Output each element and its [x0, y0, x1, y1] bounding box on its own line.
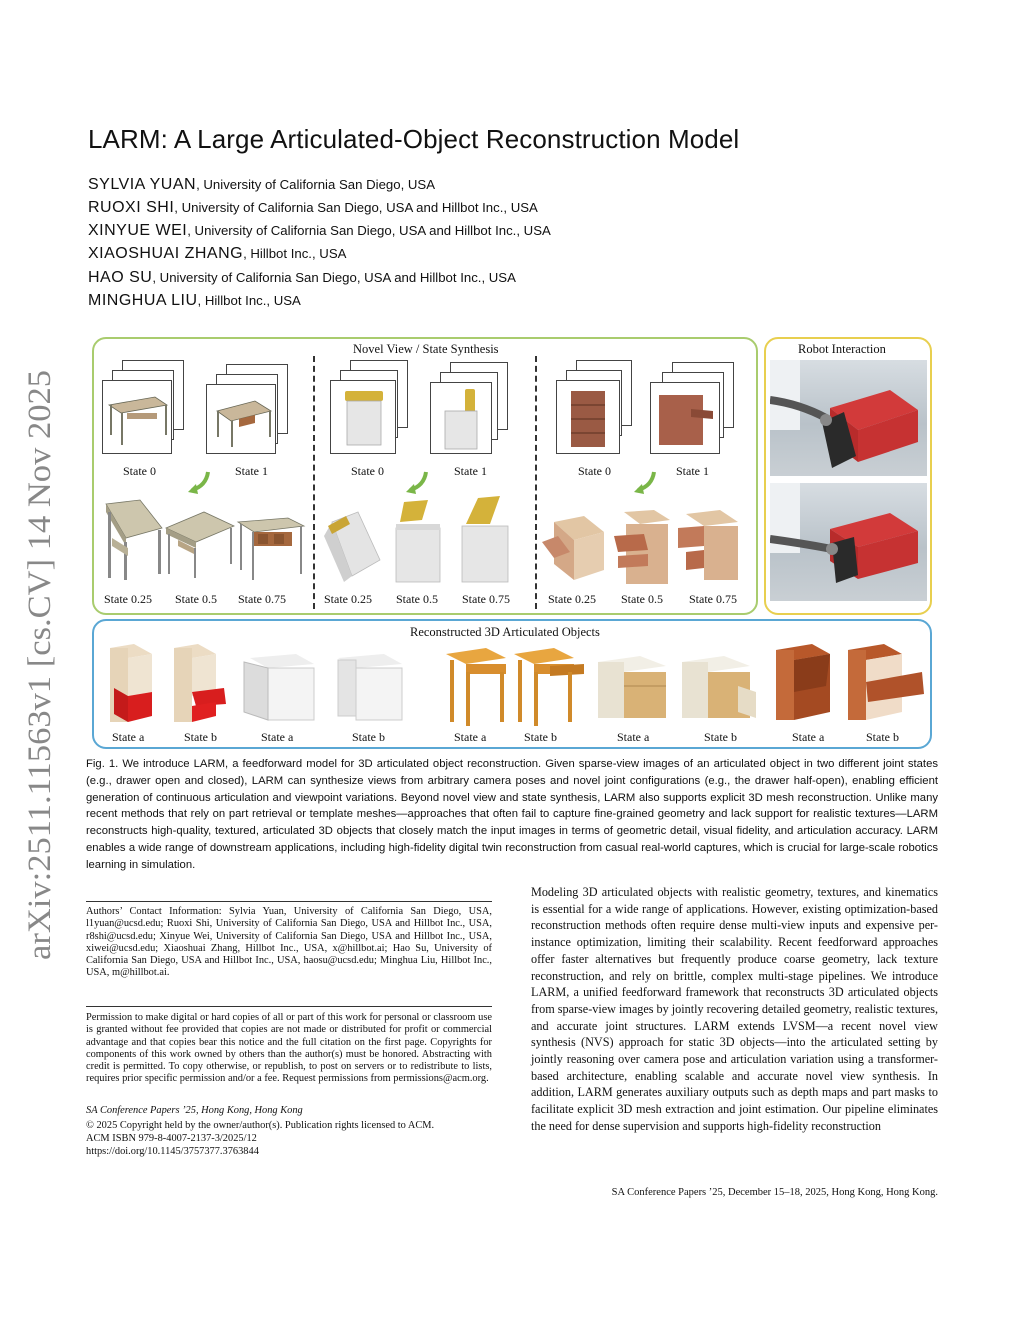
- fridge-render-icon: [240, 650, 320, 726]
- state-label: State 0.75: [462, 592, 510, 606]
- state-label: State 1: [235, 464, 268, 478]
- state-label: State a: [261, 730, 294, 744]
- state-label: State a: [792, 730, 825, 744]
- isbn-line: ACM ISBN 979-8-4007-2137-3/2025/12: [86, 1133, 257, 1144]
- author-name: XIAOSHUAI ZHANG: [88, 245, 244, 262]
- state-label: State 0.5: [396, 592, 438, 606]
- desk-render-icon: [164, 506, 236, 580]
- wood-table-render-icon: [442, 644, 510, 728]
- state-label: State a: [454, 730, 487, 744]
- robot-photo-1: [770, 360, 927, 476]
- input-view-thumb: [650, 382, 720, 454]
- panel-title-novel: Novel View / State Synthesis: [353, 342, 499, 356]
- footnote-contact: Authors’ Contact Information: Sylvia Yuan, University of California San Diego, USA, l1yuan@ucsd.edu; Ruoxi Shi, University of California San Diego, USA and Hillbot Inc., USA, r8shi@ucsd.edu; Xinyue Wei, University of California San Diego, USA and Hillbot Inc., USA, xiwei@ucsd.edu; Xiaoshuai Zhang, Hillbot Inc., USA, x@hillbot.ai; Hao Su, University of California San Diego, USA and Hillbot Inc., USA, haosu@ucsd.edu; Minghua Liu, Hillbot Inc., USA, m@hillbot.ai.: [86, 906, 492, 979]
- state-label: State 0.75: [689, 592, 737, 606]
- input-view-thumb: [430, 382, 492, 454]
- state-label: State 0.75: [238, 592, 286, 606]
- curved-arrow-icon: [632, 470, 658, 496]
- author-name: MINGHUA LIU: [88, 292, 198, 309]
- footnote-rule: [86, 901, 492, 902]
- author-line: [88, 176, 435, 194]
- paper-title: LARM: A Large Articulated-Object Reconstruction Model: [88, 124, 740, 154]
- desk-render-icon: [236, 514, 306, 582]
- author-name: HAO SU: [88, 269, 153, 286]
- state-label: State 0: [123, 464, 156, 478]
- state-label: State b: [524, 730, 557, 744]
- venue-short: SA Conference Papers ’25, Hong Kong, Hong Kong: [86, 1105, 303, 1116]
- trash-bin-render-icon: [322, 508, 384, 584]
- state-label: State 1: [454, 464, 487, 478]
- author-affiliation: , Hillbot Inc., USA: [243, 246, 347, 261]
- author-name: RUOXI SHI: [88, 199, 175, 216]
- cabinet-render-icon: [540, 512, 608, 584]
- arxiv-stamp-text: arXiv:2511.11563v1 [cs.CV] 14 Nov 2025: [22, 396, 58, 960]
- white-cabinet-render-icon: [678, 652, 758, 724]
- trash-bin-render-icon: [456, 494, 516, 586]
- copyright-line: © 2025 Copyright held by the owner/author(s). Publication rights licensed to ACM.: [86, 1120, 435, 1131]
- author-affiliation: , University of California San Diego, USA and Hillbot Inc., USA: [152, 270, 516, 285]
- robot-photo-2: [770, 483, 927, 601]
- author-affiliation: , University of California San Diego, USA and Hillbot Inc., USA: [174, 200, 538, 215]
- input-view-thumb: [330, 380, 396, 454]
- author-affiliation: , Hillbot Inc., USA: [197, 293, 301, 308]
- author-line: [88, 199, 538, 217]
- red-cabinet-render-icon: [168, 642, 228, 728]
- state-label: State 0: [351, 464, 384, 478]
- author-name: SYLVIA YUAN: [88, 176, 197, 193]
- desk-render-icon: [100, 498, 166, 582]
- input-view-thumb: [102, 380, 172, 454]
- cabinet-render-icon: [676, 508, 746, 584]
- panel-title-recon: Reconstructed 3D Articulated Objects: [410, 625, 600, 639]
- section-divider: [535, 356, 537, 609]
- state-label: State 0.5: [621, 592, 663, 606]
- author-line: [88, 245, 346, 263]
- state-label: State 0.25: [104, 592, 152, 606]
- section-divider: [313, 356, 315, 609]
- trash-bin-render-icon: [388, 498, 448, 586]
- author-line: [88, 292, 301, 310]
- input-view-thumb: [206, 384, 276, 454]
- cabinet-render-icon: [610, 508, 674, 588]
- state-label: State 0: [578, 464, 611, 478]
- author-affiliation: , University of California San Diego, USA: [196, 177, 436, 192]
- author-line: [88, 269, 516, 287]
- wood-table-render-icon: [510, 644, 586, 728]
- author-name: XINYUE WEI: [88, 222, 188, 239]
- intro-paragraph: Modeling 3D articulated objects with realistic geometry, textures, and kinematics is essential for a wide range of applications. However, existing optimization-based reconstruction methods often require dense multi-view inputs and expensive per-instance optimization, limiting their scalability. Recent feedforward approaches offer faster alternatives but frequently produce coarse geometry, lack texture reconstruction, and rely on brittle, complex multi-stage pipelines. We introduce LARM, a unified feedforward framework that reconstructs 3D articulated objects from sparse-view images by jointly recovering detailed geometry, realistic textures, and accurate joint structures. LARM extends LVSM—a recent novel view synthesis (NVS) approach for static 3D objects—into the articulated setting by jointly reasoning over camera pose and articulation variation using a transformer-based architecture, enabling scalable and accurate novel view synthesis. In addition, LARM generates auxiliary outputs such as depth maps and part masks to facilitate explicit 3D mesh extraction and joint estimation. Our pipeline eliminates the need for dense supervision and supports high-fidelity reconstruction: [531, 885, 939, 1133]
- footnote-permission: Permission to make digital or hard copies of all or part of this work for personal or classroom use is granted without fee provided that copies are not made or distributed for profit or commercial advantage and that copies bear this notice and the full citation on the first page. Copyrights for components of this work owned by others than the author(s) must be honored. Abstracting with credit is permitted. To copy otherwise, or republish, to post on servers or to redistribute to lists, requires prior specific permission and/or a fee. Request permissions from permissions@acm.org.: [86, 1012, 492, 1085]
- author-affiliation: , University of California San Diego, USA and Hillbot Inc., USA: [187, 223, 551, 238]
- state-label: State a: [112, 730, 145, 744]
- state-label: State b: [352, 730, 385, 744]
- input-view-thumb: [556, 380, 620, 454]
- white-cabinet-render-icon: [594, 652, 670, 724]
- state-label: State b: [866, 730, 899, 744]
- footnote-rule: [86, 1006, 492, 1007]
- state-label: State 0.25: [548, 592, 596, 606]
- figure-caption: Fig. 1. We introduce LARM, a feedforward model for 3D articulated object reconstruction. Given sparse-view images of an articulated object in two different joint states (e.g., drawer open and closed), LARM can synthesize views from arbitrary camera poses and novel joint configurations (e.g., the drawer half-open), enabling efficient generation of continuous articulation and viewpoint variations. Beyond novel view and state synthesis, LARM also supports explicit 3D mesh reconstruction. Unlike many recent methods that rely on part retrieval or template meshes—approaches that often fail to capture fine-grained geometry and lack support for realistic textures—LARM reconstructs high-quality, textured, articulated 3D objects that closely match the input images in terms of geometric detail, visual fidelity, and articulation accuracy. LARM enables a wide range of downstream applications, including high-fidelity digital twin reconstruction from casual real-world captures, which is crucial for large-scale robotics learning in simulation.: [86, 758, 938, 871]
- author-line: [88, 222, 551, 240]
- doi-link[interactable]: https://doi.org/10.1145/3757377.3763844: [86, 1146, 259, 1157]
- curved-arrow-icon: [186, 470, 212, 496]
- page-footer: SA Conference Papers ’25, December 15–18, 2025, Hong Kong, Hong Kong.: [611, 1187, 938, 1198]
- fridge-render-icon: [332, 650, 412, 726]
- state-label: State 1: [676, 464, 709, 478]
- state-label: State b: [184, 730, 217, 744]
- state-label: State a: [617, 730, 650, 744]
- curved-arrow-icon: [404, 470, 430, 496]
- brown-cabinet-render-icon: [844, 642, 926, 726]
- state-label: State b: [704, 730, 737, 744]
- arxiv-stamp: [12, 365, 62, 965]
- panel-title-robot: Robot Interaction: [798, 342, 886, 356]
- brown-cabinet-render-icon: [772, 642, 836, 726]
- red-cabinet-render-icon: [104, 642, 158, 728]
- state-label: State 0.5: [175, 592, 217, 606]
- state-label: State 0.25: [324, 592, 372, 606]
